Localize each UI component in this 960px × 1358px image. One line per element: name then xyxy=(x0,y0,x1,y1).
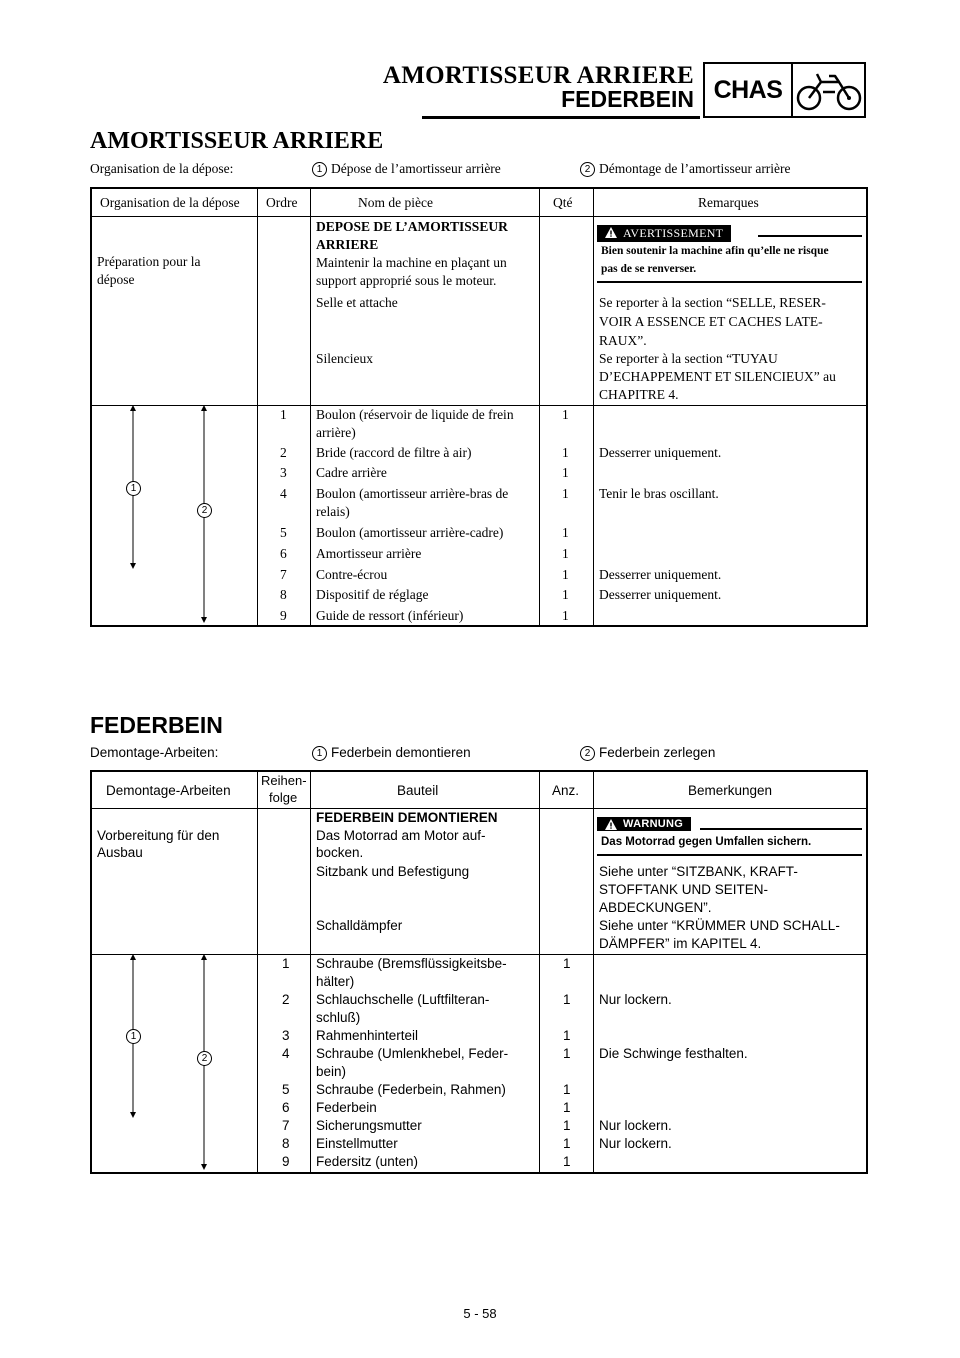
op2-label: Démontage de l’amortisseur arrière xyxy=(599,161,791,176)
muffler-remark: CHAPITRE 4. xyxy=(599,387,679,402)
row-name: hälter) xyxy=(316,974,355,989)
seat-remark: Se reporter à la section “SELLE, RESER- xyxy=(599,295,826,310)
row-order: 3 xyxy=(280,465,287,480)
row-remark: Nur lockern. xyxy=(599,992,672,1007)
prep-label: dépose xyxy=(97,272,135,287)
row-qty: 1 xyxy=(562,587,569,602)
row-name: Rahmenhinterteil xyxy=(316,1028,419,1043)
row-order: 7 xyxy=(280,567,287,582)
row-order: 2 xyxy=(282,992,290,1007)
row-qty: 1 xyxy=(562,486,569,501)
ops-label: Demontage-Arbeiten: xyxy=(90,745,219,760)
seat-step: Selle et attache xyxy=(316,295,398,310)
warning-badge xyxy=(597,817,691,831)
row-order: 9 xyxy=(280,608,287,623)
section-title-de: FEDERBEIN xyxy=(90,712,223,738)
row-order: 8 xyxy=(280,587,287,602)
op2-label: Federbein zerlegen xyxy=(599,745,716,760)
row-name: Boulon (amortisseur arrière-bras de xyxy=(316,486,509,501)
row-order: 1 xyxy=(282,956,290,971)
row-remark: Die Schwinge festhalten. xyxy=(599,1046,748,1061)
row-name: Sicherungsmutter xyxy=(316,1118,422,1133)
row-order: 6 xyxy=(282,1100,290,1115)
col-header: Bauteil xyxy=(397,783,439,798)
row-name: Schlauchschelle (Luftfilteran- xyxy=(316,992,490,1007)
warning-label: AVERTISSEMENT xyxy=(623,226,724,240)
row-remark: Desserrer uniquement. xyxy=(599,567,722,582)
bracket-label-1: 1 xyxy=(126,1029,141,1044)
col-header: Nom de pièce xyxy=(358,195,433,210)
row-qty: 1 xyxy=(563,956,571,971)
row-name: relais) xyxy=(316,504,350,519)
row-remark: Desserrer uniquement. xyxy=(599,445,722,460)
warning-icon xyxy=(605,227,617,238)
row-order: 6 xyxy=(280,546,287,561)
op1-number: 1 xyxy=(312,746,327,761)
row-name: Schraube (Federbein, Rahmen) xyxy=(316,1082,506,1097)
row-qty: 1 xyxy=(563,1100,571,1115)
warning-text: Das Motorrad gegen Umfallen sichern. xyxy=(601,836,812,848)
row-name: Schraube (Bremsflüssigkeitsbe- xyxy=(316,956,507,971)
seat-remark: VOIR A ESSENCE ET CACHES LATE- xyxy=(599,314,823,329)
seat-step: Sitzbank und Befestigung xyxy=(316,864,470,879)
row-qty: 1 xyxy=(563,1136,571,1151)
op2 xyxy=(580,161,791,177)
row-name: Amortisseur arrière xyxy=(316,546,422,561)
row-name: Guide de ressort (inférieur) xyxy=(316,608,464,623)
seat-remark: RAUX”. xyxy=(599,333,647,348)
header-title-fr: AMORTISSEUR ARRIERE xyxy=(382,62,694,89)
row-qty: 1 xyxy=(562,525,569,540)
page-number: 5 - 58 xyxy=(463,1306,497,1321)
col-header: Anz. xyxy=(552,783,580,798)
prep-label: Vorbereitung für den xyxy=(97,828,220,843)
op2-number: 2 xyxy=(580,746,595,761)
muffler-remark: Se reporter à la section “TUYAU xyxy=(599,351,778,366)
row-name: Federbein xyxy=(316,1100,377,1115)
row-name: bein) xyxy=(316,1064,347,1079)
row-name: Cadre arrière xyxy=(316,465,387,480)
row-order: 2 xyxy=(280,445,287,460)
seat-remark: STOFFTANK UND SEITEN- xyxy=(599,882,769,897)
row-qty: 1 xyxy=(562,407,569,422)
row-remark: Nur lockern. xyxy=(599,1118,672,1133)
warning-badge xyxy=(597,225,731,242)
row-order: 9 xyxy=(282,1154,290,1169)
muffler-remark: DÄMPFER” im KAPITEL 4. xyxy=(599,936,762,951)
warning-text: pas de se renverser. xyxy=(601,263,697,275)
op2-number: 2 xyxy=(580,162,595,177)
op1 xyxy=(312,161,501,177)
muffler-step: Schalldämpfer xyxy=(316,918,403,933)
row-qty: 1 xyxy=(563,1154,571,1169)
section-badge xyxy=(703,62,866,118)
row-order: 3 xyxy=(282,1028,290,1043)
prep-title: FEDERBEIN DEMONTIEREN xyxy=(316,810,498,825)
table-fr xyxy=(90,187,868,627)
prep-label: Préparation pour la xyxy=(97,254,201,269)
col-header: Remarques xyxy=(698,195,759,210)
table-de xyxy=(90,770,868,1174)
row-qty: 1 xyxy=(562,546,569,561)
row-remark: Nur lockern. xyxy=(599,1136,672,1151)
col-header: Demontage-Arbeiten xyxy=(106,783,231,798)
row-name: Dispositif de réglage xyxy=(316,587,429,602)
row-name: Federsitz (unten) xyxy=(316,1154,419,1169)
prep-title: DEPOSE DE L’AMORTISSEUR xyxy=(316,219,508,234)
bracket-label-1: 1 xyxy=(126,481,141,496)
row-qty: 1 xyxy=(563,1046,571,1061)
row-qty: 1 xyxy=(562,608,569,623)
row-remark: Desserrer uniquement. xyxy=(599,587,722,602)
seat-remark: ABDECKUNGEN”. xyxy=(599,900,712,915)
row-order: 5 xyxy=(282,1082,290,1097)
row-remark: Tenir le bras oscillant. xyxy=(599,486,719,501)
prep-step: Das Motorrad am Motor auf- xyxy=(316,828,486,843)
ops-label: Organisation de la dépose: xyxy=(90,161,234,176)
row-name: arrière) xyxy=(316,425,356,440)
operations-line-de xyxy=(90,745,868,763)
warning-label: WARNUNG xyxy=(623,818,684,830)
prep-title: ARRIERE xyxy=(316,237,379,252)
col-header: Bemerkungen xyxy=(688,783,773,798)
prep-step: bocken. xyxy=(316,845,364,860)
op2 xyxy=(580,745,715,761)
row-order: 4 xyxy=(280,486,287,501)
row-order: 7 xyxy=(282,1118,290,1133)
warning-icon xyxy=(605,819,617,830)
row-qty: 1 xyxy=(563,992,571,1007)
col-header: Ordre xyxy=(266,195,298,210)
prep-step: support approprié sous le moteur. xyxy=(316,273,497,288)
op1 xyxy=(312,745,471,761)
row-order: 8 xyxy=(282,1136,290,1151)
row-name: Bride (raccord de filtre à air) xyxy=(316,445,472,460)
prep-label: Ausbau xyxy=(97,845,143,860)
row-order: 4 xyxy=(282,1046,290,1061)
motorcycle-icon xyxy=(795,68,863,114)
row-name: Einstellmutter xyxy=(316,1136,398,1151)
muffler-remark: D’ECHAPPEMENT ET SILENCIEUX” au xyxy=(599,369,836,384)
header-underline xyxy=(422,116,700,119)
muffler-step: Silencieux xyxy=(316,351,373,366)
row-order: 1 xyxy=(280,407,287,422)
row-name: Schraube (Umlenkhebel, Feder- xyxy=(316,1046,509,1061)
row-name: Boulon (réservoir de liquide de frein xyxy=(316,407,514,422)
row-name: Boulon (amortisseur arrière-cadre) xyxy=(316,525,504,540)
bracket-label-2: 2 xyxy=(197,1051,212,1066)
warning-text: Bien soutenir la machine afin qu’elle ne risque xyxy=(601,245,829,257)
row-qty: 1 xyxy=(562,567,569,582)
col-header: Qté xyxy=(553,195,573,210)
col-header: Organisation de la dépose xyxy=(100,195,240,210)
col-header: Reihen- xyxy=(261,773,307,788)
row-qty: 1 xyxy=(563,1028,571,1043)
prep-step: Maintenir la machine en plaçant un xyxy=(316,255,507,270)
row-qty: 1 xyxy=(563,1118,571,1133)
section-code: CHAS xyxy=(705,64,793,116)
muffler-remark: Siehe unter “KRÜMMER UND SCHALL- xyxy=(599,918,840,933)
col-header: folge xyxy=(269,790,298,805)
seat-remark: Siehe unter “SITZBANK, KRAFT- xyxy=(599,864,798,879)
row-qty: 1 xyxy=(562,445,569,460)
row-name: Contre-écrou xyxy=(316,567,388,582)
op1-label: Federbein demontieren xyxy=(331,745,471,760)
row-order: 5 xyxy=(280,525,287,540)
row-name: schluß) xyxy=(316,1010,361,1025)
op1-label: Dépose de l’amortisseur arrière xyxy=(331,161,501,176)
section-title-fr: AMORTISSEUR ARRIERE xyxy=(90,128,384,154)
row-qty: 1 xyxy=(563,1082,571,1097)
bracket-label-2: 2 xyxy=(197,503,212,518)
header-title-de: FEDERBEIN xyxy=(561,86,694,112)
row-qty: 1 xyxy=(562,465,569,480)
op1-number: 1 xyxy=(312,162,327,177)
operations-line-fr xyxy=(90,161,868,179)
